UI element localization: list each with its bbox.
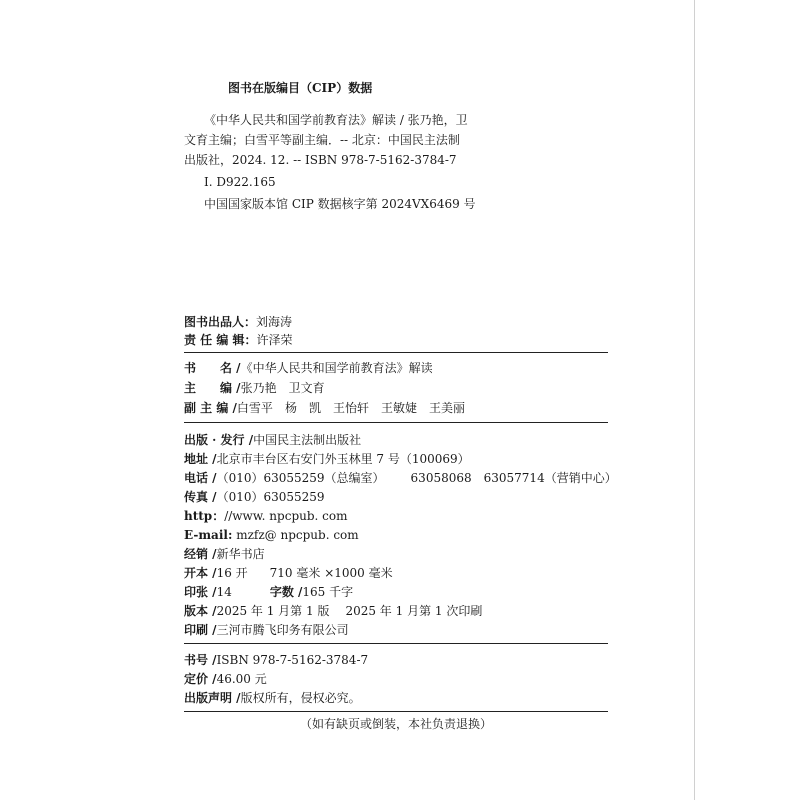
- rights-row: [184, 690, 361, 706]
- address-label: 地址 /: [184, 452, 217, 466]
- divider-rule-4: [184, 711, 608, 712]
- sheets-label: 印张 /: [184, 585, 217, 599]
- chief-editors-label: 主 编 /: [184, 381, 241, 395]
- price-row: [184, 671, 267, 687]
- isbn-row: [184, 652, 368, 668]
- editor-row: [184, 332, 293, 348]
- phone-label: 电话 /: [184, 471, 217, 485]
- fax: （010）63055259: [216, 490, 325, 504]
- deputy-editors-label: 副 主 编 /: [184, 401, 237, 415]
- defect-return-notice: （如有缺页或倒装，本社负责退换）: [299, 717, 492, 731]
- isbn-label: 书号 /: [184, 653, 217, 667]
- cip-description-line-2: 文育主编；白雪平等副主编．-- 北京：中国民主法制: [184, 133, 460, 147]
- cip-description-line-1: 《中华人民共和国学前教育法》解读 / 张乃艳，卫: [204, 113, 468, 127]
- edition-label: 版本 /: [184, 604, 217, 618]
- word-count: 165 千字: [302, 585, 354, 599]
- price: 46.00 元: [216, 672, 267, 686]
- rights-statement: 版权所有，侵权必究。: [240, 691, 361, 705]
- cip-classification: Ⅰ. D922.165: [204, 175, 276, 189]
- deputy-editor: 杨 凯: [284, 401, 321, 415]
- editor-name: 许泽荣: [256, 333, 293, 347]
- email-row: [184, 527, 359, 543]
- divider-rule-1: [184, 352, 608, 353]
- book-title-label: 书 名 /: [184, 361, 241, 375]
- divider-rule-3: [184, 643, 608, 644]
- isbn: ISBN 978-7-5162-3784-7: [216, 653, 369, 667]
- website-row: [184, 508, 347, 524]
- deputy-editor: 王怡轩: [332, 401, 369, 415]
- publisher-row: [184, 432, 361, 448]
- editor-label: 责 任 编 辑：: [184, 333, 257, 347]
- cip-heading: 图书在版编目（CIP）数据: [228, 81, 373, 95]
- edition-row: [184, 603, 482, 619]
- cip-description-line-3: 出版社，2024. 12. -- ISBN 978-7-5162-3784-7: [184, 153, 457, 167]
- producer-row: [184, 314, 292, 330]
- format-row: [184, 565, 393, 581]
- format: 16 开: [216, 566, 248, 580]
- word-count-label: 字数 /: [269, 585, 303, 599]
- deputy-editors-row: [184, 400, 465, 416]
- publisher-label: 出版 · 发行 /: [184, 433, 254, 447]
- deputy-editor: 王敏婕: [380, 401, 417, 415]
- deputy-editor: 王美丽: [428, 401, 465, 415]
- address-row: [184, 451, 470, 467]
- price-label: 定价 /: [184, 672, 217, 686]
- paper-size: 710 毫米 ×1000 毫米: [269, 566, 393, 580]
- printer: 三河市腾飞印务有限公司: [216, 623, 349, 637]
- rights-label: 出版声明 /: [184, 691, 241, 705]
- page-edge-line: [694, 0, 695, 800]
- phone-editorial: （010）63055259（总编室）: [216, 471, 385, 485]
- printer-label: 印刷 /: [184, 623, 217, 637]
- book-title: 《中华人民共和国学前教育法》解读: [240, 361, 433, 375]
- fax-row: [184, 489, 325, 505]
- sheets-row: [184, 584, 353, 600]
- fax-label: 传真 /: [184, 490, 217, 504]
- cip-record-number: 中国国家版本馆 CIP 数据核字第 2024VX6469 号: [204, 197, 476, 211]
- phone-second: 63058068: [410, 471, 472, 485]
- printing: 2025 年 1 月第 1 次印刷: [345, 604, 483, 618]
- phone-row: [184, 470, 617, 486]
- chief-editor: 张乃艳: [240, 381, 277, 395]
- printer-row: [184, 622, 349, 638]
- publisher-name: 中国民主法制出版社: [253, 433, 362, 447]
- distributor: 新华书店: [216, 547, 265, 561]
- distributor-label: 经销 /: [184, 547, 217, 561]
- website-label: http：: [184, 509, 225, 523]
- chief-editors-row: [184, 380, 325, 396]
- divider-rule-2: [184, 422, 608, 423]
- email: mzfz@ npcpub. com: [236, 528, 359, 542]
- edition: 2025 年 1 月第 1 版: [216, 604, 330, 618]
- distributor-row: [184, 546, 265, 562]
- chief-editor: 卫文育: [288, 381, 325, 395]
- producer-name: 刘海涛: [256, 315, 293, 329]
- book-title-row: [184, 360, 433, 376]
- email-label: E-mail:: [184, 528, 233, 542]
- website: //www. npcpub. com: [224, 509, 348, 523]
- phone-marketing: 63057714（营销中心）: [483, 471, 617, 485]
- sheets: 14: [216, 585, 232, 599]
- address: 北京市丰台区右安门外玉林里 7 号（100069）: [216, 452, 470, 466]
- format-label: 开本 /: [184, 566, 217, 580]
- producer-label: 图书出品人：: [184, 315, 257, 329]
- deputy-editor: 白雪平: [236, 401, 273, 415]
